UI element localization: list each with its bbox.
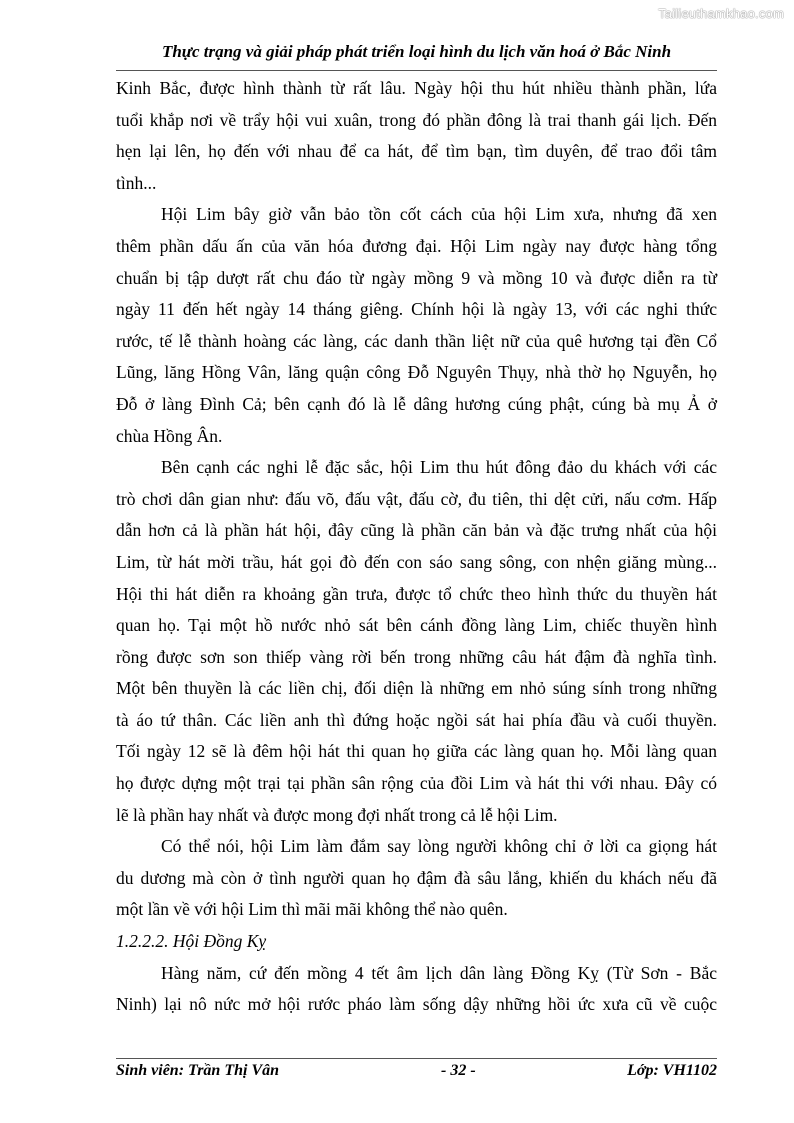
text-line: họ được dựng một trại tại phần sân rộng của đồi Lim và hát thi với nhau. Đây có: [116, 773, 717, 794]
section-heading: [116, 926, 717, 958]
text-line: một lần về với hội Lim thì mãi mãi không thể nào quên.: [116, 899, 508, 920]
text-line: thêm phần dấu ấn của văn hóa đương đại. Hội Lim ngày nay được hàng tổng: [116, 235, 717, 256]
text-line: Hàng năm, cứ đến mồng 4 tết âm lịch dân làng Đồng Kỵ (Từ Sơn - Bắc: [161, 962, 717, 983]
footer-divider: [116, 1058, 717, 1059]
text-line: du dương mà còn ở tình người quan họ đậm đà sâu lắng, khiến du khách nếu đã: [116, 867, 717, 888]
text-line: chùa Hồng Ân.: [116, 425, 223, 446]
text-line: tình...: [116, 172, 157, 193]
text-line: lẽ là phần hay nhất và được mong đợi nhất trong cả lễ hội Lim.: [116, 804, 558, 825]
text-line: ngày 11 đến hết ngày 14 tháng giêng. Chính hội là ngày 13, với các nghi thức: [116, 299, 717, 320]
text-line: dẫn hơn cả là phần hát hội, đây cũng là phần căn bản và đặc trưng nhất của hội: [116, 520, 717, 541]
text-line: 1.2.2.2. Hội Đồng Kỵ: [116, 931, 267, 952]
text-line: Có thể nói, hội Lim làm đắm say lòng người không chỉ ở lời ca giọng hát: [161, 836, 717, 857]
header-divider: [116, 70, 717, 71]
text-line: Kinh Bắc, được hình thành từ rất lâu. Ngày hội thu hút nhiều thành phần, lứa: [116, 78, 717, 98]
paragraph: [116, 831, 717, 926]
document-body: [116, 73, 717, 1021]
text-line: trò chơi dân gian như: đấu võ, đấu vật, đấu cờ, đu tiên, thi dệt cửi, nấu cơm. Hấp: [116, 488, 717, 509]
paragraph: [116, 199, 717, 452]
text-line: rước, tế lễ thành hoàng các làng, các danh thần liệt nữ của quê hương tại đền Cổ: [116, 330, 717, 351]
footer-student: Sinh viên: Trần Thị Vân: [116, 1062, 280, 1079]
text-line: Lũng, lăng Hồng Vân, lăng quận công Đỗ Nguyên Thụy, nhà thờ họ Nguyễn, họ: [116, 362, 717, 383]
text-line: Bên cạnh các nghi lễ đặc sắc, hội Lim thu hút đông đảo du khách với các: [161, 457, 717, 478]
text-line: hẹn lại lên, họ đến với nhau để ca hát, để tìm bạn, tìm duyên, để trao đổi tâm: [116, 141, 717, 162]
text-line: Hội Lim bây giờ vẫn bảo tồn cốt cách của hội Lim xưa, nhưng đã xen: [161, 204, 717, 225]
text-line: tuổi khắp nơi về trẩy hội vui xuân, trong đó phần đông là trai thanh gái lịch. Đến: [116, 109, 717, 130]
text-line: chuẩn bị tập dượt rất chu đáo từ ngày mồng 9 và mồng 10 và được diễn ra từ: [116, 267, 717, 288]
text-line: Lim, từ hát mời trầu, hát gọi đò đến con sáo sang sông, con nhện giăng mùng...: [116, 551, 717, 572]
paragraph: [116, 73, 717, 199]
watermark: Tailieuthamkhao.com: [658, 6, 784, 21]
text-line: Một bên thuyền là các liền chị, đối diện là những em nhỏ súng sính trong những: [116, 678, 717, 699]
paragraph: [116, 958, 717, 1021]
running-header: Thực trạng và giải pháp phát triển loại hình du lịch văn hoá ở Bắc Ninh: [161, 42, 672, 61]
text-line: rồng được sơn son thiếp vàng rời bến trong những câu hát đậm đà nghĩa tình.: [116, 646, 717, 667]
text-line: Ninh) lại nô nức mở hội rước pháo làm sống dậy những hồi ức xưa cũ về cuộc: [116, 994, 717, 1015]
text-line: Đỗ ở làng Đình Cả; bên cạnh đó là lễ dâng hương cúng phật, cúng bà mụ Ả ở: [116, 393, 717, 414]
page-number: - 32 -: [441, 1062, 476, 1079]
text-line: Tối ngày 12 sẽ là đêm hội hát thi quan họ giữa các làng quan họ. Mỗi làng quan: [116, 741, 717, 762]
paragraph: [116, 452, 717, 831]
text-line: tà áo tứ thân. Các liền anh thì đứng hoặc ngồi sát hai phía đầu và cuối thuyền.: [116, 709, 717, 730]
text-line: Hội thi hát diễn ra khoảng gần trưa, được tổ chức theo hình thức du thuyền hát: [116, 583, 717, 604]
footer-class: Lớp: VH1102: [627, 1062, 717, 1079]
text-line: quan họ. Tại một hồ nước nhỏ sát bên cánh đồng làng Lim, chiếc thuyền hình: [116, 615, 717, 636]
